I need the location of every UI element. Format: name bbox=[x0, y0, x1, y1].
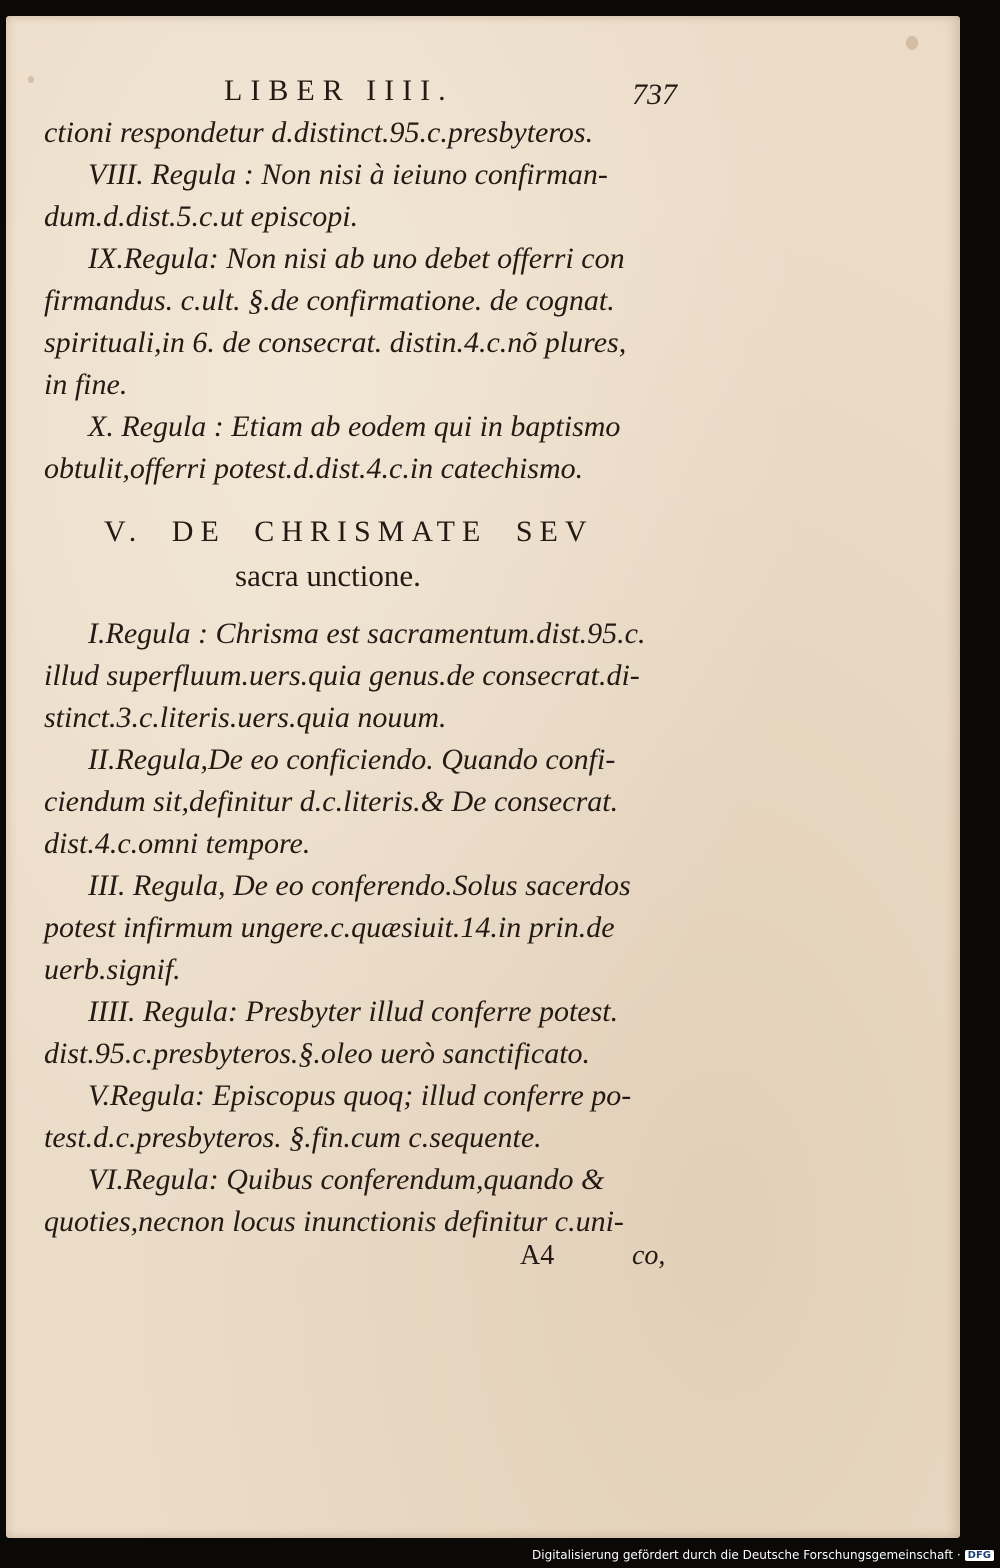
text-block-lower bbox=[44, 613, 684, 1243]
text-line: IIII. Regula: Presbyter illud conferre potest. bbox=[88, 995, 619, 1028]
text-line: ctioni respondetur d.distinct.95.c.presbyteros. bbox=[44, 116, 594, 149]
text-line: I.Regula : Chrisma est sacramentum.dist.95.c. bbox=[88, 617, 646, 650]
text-line: firmandus. c.ult. §.de confirmatione. de cognat. bbox=[44, 284, 615, 317]
text-line: V.Regula: Episcopus quoq; illud conferre po- bbox=[88, 1079, 632, 1112]
text-line: potest infirmum ungere.c.quæsiuit.14.in prin.de bbox=[44, 911, 615, 944]
catchword: co, bbox=[632, 1240, 666, 1271]
text-line: dist.4.c.omni tempore. bbox=[44, 827, 311, 860]
text-line: dum.d.dist.5.c.ut episcopi. bbox=[44, 200, 359, 233]
text-block-upper bbox=[44, 112, 684, 490]
text-line: uerb.signif. bbox=[44, 953, 181, 986]
digitization-credit bbox=[532, 1548, 994, 1562]
text-line: III. Regula, De eo conferendo.Solus sacerdos bbox=[88, 869, 631, 902]
text-line: illud superfluum.uers.quia genus.de consecrat.di- bbox=[44, 659, 640, 692]
text-line: X. Regula : Etiam ab eodem qui in baptismo bbox=[88, 410, 621, 443]
text-line: stinct.3.c.literis.uers.quia nouum. bbox=[44, 701, 447, 734]
running-head: LIBER IIII. bbox=[224, 74, 454, 107]
credit-text: Digitalisierung gefördert durch die Deutsche Forschungsgemeinschaft · bbox=[532, 1548, 961, 1562]
text-line: VI.Regula: Quibus conferendum,quando & bbox=[88, 1163, 605, 1196]
text-line: spirituali,in 6. de consecrat. distin.4.c.nõ plures, bbox=[44, 326, 627, 359]
text-line: dist.95.c.presbyteros.§.oleo uerò sanctificato. bbox=[44, 1037, 591, 1070]
text-line: II.Regula,De eo conficiendo. Quando confi- bbox=[88, 743, 616, 776]
dfg-logo: DFG bbox=[965, 1550, 994, 1561]
section-heading: V. DE CHRISMATE SEV bbox=[104, 515, 594, 548]
stain-spot bbox=[906, 36, 918, 50]
text-line: obtulit,offerri potest.d.dist.4.c.in catechismo. bbox=[44, 452, 584, 485]
signature-mark: A4 bbox=[520, 1240, 555, 1271]
text-line: IX.Regula: Non nisi ab uno debet offerri con bbox=[88, 242, 625, 275]
text-line: VIII. Regula : Non nisi à ieiuno confirman- bbox=[88, 158, 608, 191]
section-subheading: sacra unctione. bbox=[235, 558, 421, 593]
text-line: test.d.c.presbyteros. §.fin.cum c.sequente. bbox=[44, 1121, 542, 1154]
text-line: quoties,necnon locus inunctionis definitur c.uni- bbox=[44, 1205, 624, 1238]
page-number: 737 bbox=[632, 78, 677, 111]
text-line: in fine. bbox=[44, 368, 128, 401]
text-line: ciendum sit,definitur d.c.literis.& De consecrat. bbox=[44, 785, 619, 818]
